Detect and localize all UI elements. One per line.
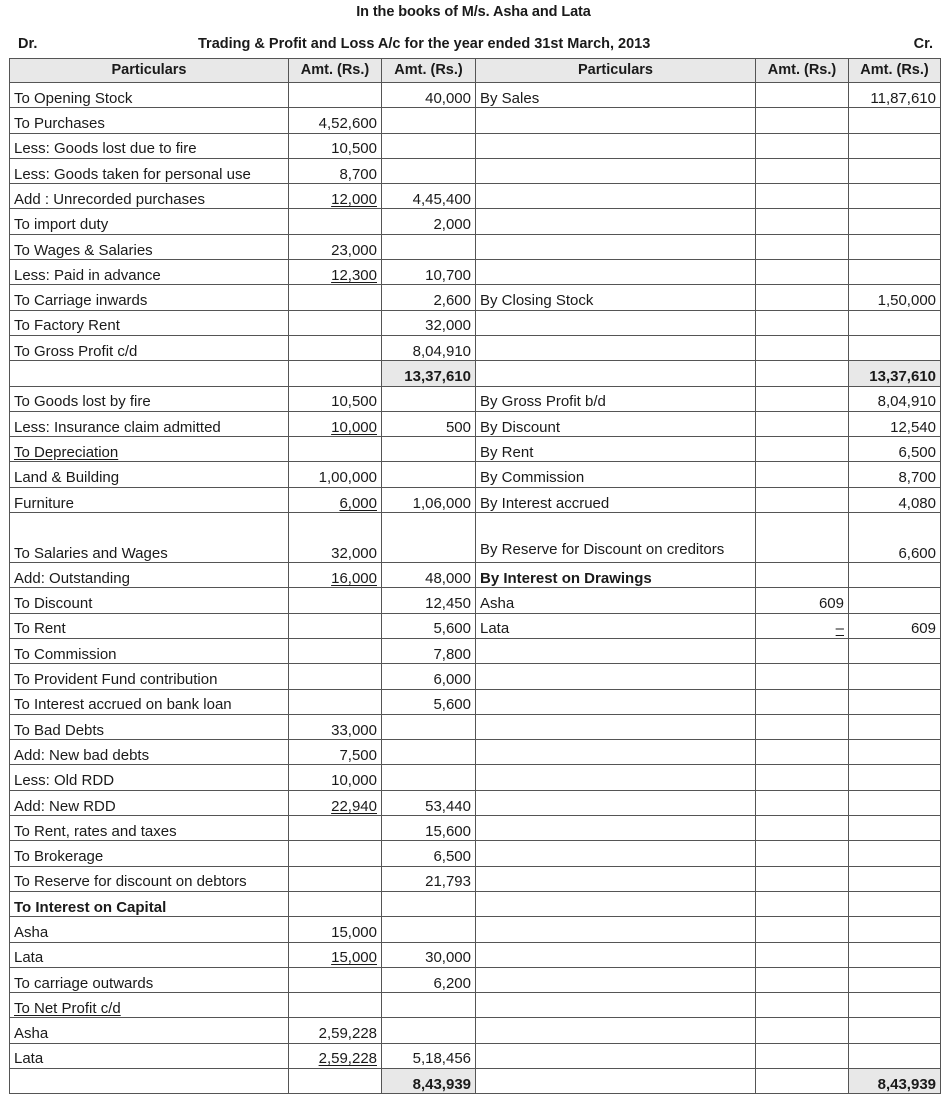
cr-particulars: By Closing Stock: [476, 285, 756, 310]
dr-amt2: [382, 133, 476, 158]
table-row: [10, 664, 941, 689]
dr-amt1: [289, 866, 382, 891]
underlined-amount: –: [835, 620, 844, 638]
dr-amt1: [289, 942, 382, 967]
cr-amt1: [756, 1018, 849, 1043]
dr-particulars: Lata: [10, 1043, 289, 1068]
dr-amt1: [289, 563, 382, 588]
table-row: [10, 689, 941, 714]
cr-particulars: [476, 714, 756, 739]
table-row: [10, 158, 941, 183]
cr-amt1: [756, 891, 849, 916]
cr-amt1: [756, 83, 849, 108]
dr-amt2: 2,600: [382, 285, 476, 310]
dr-amt2: 500: [382, 411, 476, 436]
cr-amt2: 8,04,910: [849, 386, 941, 411]
cr-amt1: [756, 714, 849, 739]
col-header-dr-amt2: Amt. (Rs.): [382, 59, 476, 83]
cr-amt1: [756, 386, 849, 411]
table-row: [10, 184, 941, 209]
cr-amt1: [756, 335, 849, 360]
dr-amt1: [289, 361, 382, 386]
underlined-amount: 16,000: [331, 569, 377, 587]
dr-amt1: [289, 83, 382, 108]
dr-particulars: Add: New bad debts: [10, 740, 289, 765]
cr-amt1: [756, 209, 849, 234]
cr-particulars: Asha: [476, 588, 756, 613]
dr-amt1: [289, 613, 382, 638]
cr-amt2: [849, 942, 941, 967]
cr-amt1: [756, 234, 849, 259]
col-header-dr-particulars: Particulars: [10, 59, 289, 83]
table-row: [10, 487, 941, 512]
underlined-amount: 15,000: [331, 949, 377, 967]
cr-amt2: [849, 1043, 941, 1068]
dr-amt2: 7,800: [382, 638, 476, 663]
dr-amt1: [289, 967, 382, 992]
dr-amt2: 12,450: [382, 588, 476, 613]
dr-amt2: 4,45,400: [382, 184, 476, 209]
dr-amt2: 8,04,910: [382, 335, 476, 360]
cr-amt2: [849, 967, 941, 992]
dr-particulars: To Commission: [10, 638, 289, 663]
cr-amt1: [756, 638, 849, 663]
cr-particulars: [476, 1068, 756, 1093]
dr-amt2: 6,500: [382, 841, 476, 866]
dr-amt1: 15,000: [289, 917, 382, 942]
table-row: [10, 234, 941, 259]
dr-particulars: To Provident Fund contribution: [10, 664, 289, 689]
dr-amt2: 48,000: [382, 563, 476, 588]
dr-amt1: [289, 841, 382, 866]
pl-total-row: [10, 1068, 941, 1093]
dr-amt2: [382, 108, 476, 133]
dr-particulars: [10, 1068, 289, 1093]
cr-particulars: [476, 1018, 756, 1043]
dr-amt2: 21,793: [382, 866, 476, 891]
dr-particulars: [10, 993, 289, 1018]
trading-pl-account-table: [9, 58, 941, 1094]
cr-particulars: [476, 158, 756, 183]
dr-amt2: 1,06,000: [382, 487, 476, 512]
dr-amt2: 40,000: [382, 83, 476, 108]
dr-particulars: To Purchases: [10, 108, 289, 133]
table-row: [10, 1018, 941, 1043]
table-header-row: [10, 59, 941, 83]
table-row: [10, 1043, 941, 1068]
cr-amt2: [849, 841, 941, 866]
cr-amt1: [756, 993, 849, 1018]
table-row: [10, 790, 941, 815]
cr-particulars: [476, 993, 756, 1018]
dr-particulars: To Bad Debts: [10, 714, 289, 739]
cr-amt1: [756, 841, 849, 866]
cr-amt1: [756, 816, 849, 841]
cr-amt1: [756, 1043, 849, 1068]
cr-particulars: [476, 234, 756, 259]
dr-amt2: 10,700: [382, 260, 476, 285]
dr-amt2: [382, 891, 476, 916]
cr-particulars: By Gross Profit b/d: [476, 386, 756, 411]
cr-amt2: [849, 588, 941, 613]
table-row: [10, 513, 941, 563]
cr-particulars: [476, 184, 756, 209]
cr-amt2: [849, 209, 941, 234]
dr-amt1: [289, 1043, 382, 1068]
dr-particulars: Add : Unrecorded purchases: [10, 184, 289, 209]
table-row: [10, 310, 941, 335]
cr-amt2: [849, 740, 941, 765]
cr-amt1: [756, 866, 849, 891]
cr-particulars: [476, 335, 756, 360]
cr-amt2: [849, 993, 941, 1018]
cr-particulars: [476, 816, 756, 841]
cr-amt1: [756, 613, 849, 638]
cr-amt2: [849, 563, 941, 588]
dr-amt1: 10,500: [289, 133, 382, 158]
table-row: [10, 714, 941, 739]
dr-amt1: 2,59,228: [289, 1018, 382, 1043]
credit-label: Cr.: [913, 36, 933, 52]
table-row: [10, 335, 941, 360]
dr-amt2: [382, 234, 476, 259]
cr-particulars: [476, 310, 756, 335]
cr-particulars: By Reserve for Discount on creditors: [476, 513, 756, 563]
table-row: [10, 740, 941, 765]
cr-amt2: [849, 158, 941, 183]
cr-amt2: [849, 765, 941, 790]
dr-particulars: Asha: [10, 917, 289, 942]
cr-particulars: [476, 209, 756, 234]
cr-amt2: [849, 184, 941, 209]
dr-amt1: [289, 638, 382, 663]
table-row: [10, 285, 941, 310]
cr-amt1: [756, 158, 849, 183]
dr-particulars: Land & Building: [10, 462, 289, 487]
dr-amt1: 7,500: [289, 740, 382, 765]
dr-trading-total: 13,37,610: [382, 361, 476, 386]
table-row: [10, 638, 941, 663]
section-heading: To Net Profit c/d: [14, 999, 121, 1017]
dr-amt2: [382, 437, 476, 462]
cr-amt1: [756, 285, 849, 310]
cr-particulars: [476, 765, 756, 790]
dr-amt2: [382, 386, 476, 411]
cr-particulars: [476, 891, 756, 916]
cr-amt1: [756, 689, 849, 714]
dr-particulars: Add: Outstanding: [10, 563, 289, 588]
dr-amt1: [289, 816, 382, 841]
dr-particulars: To Goods lost by fire: [10, 386, 289, 411]
dr-amt2: [382, 513, 476, 563]
dr-amt1: 4,52,600: [289, 108, 382, 133]
dr-amt1: [289, 209, 382, 234]
dr-amt1: 1,00,000: [289, 462, 382, 487]
table-row: [10, 83, 941, 108]
col-header-cr-amt1: Amt. (Rs.): [756, 59, 849, 83]
cr-amt2: 1,50,000: [849, 285, 941, 310]
underlined-amount: 10,000: [331, 418, 377, 436]
cr-section-heading: By Interest on Drawings: [476, 563, 756, 588]
cr-amt2: 6,500: [849, 437, 941, 462]
dr-particulars: To Interest accrued on bank loan: [10, 689, 289, 714]
dr-particulars: Furniture: [10, 487, 289, 512]
dr-particulars: To Opening Stock: [10, 83, 289, 108]
dr-amt2: [382, 714, 476, 739]
underlined-amount: 12,000: [331, 190, 377, 208]
dr-amt2: 30,000: [382, 942, 476, 967]
table-row: [10, 411, 941, 436]
dr-particulars: To import duty: [10, 209, 289, 234]
dr-particulars: To Brokerage: [10, 841, 289, 866]
account-title: Trading & Profit and Loss A/c for the year ended 31st March, 2013: [198, 36, 651, 52]
cr-particulars: [476, 967, 756, 992]
dr-amt2: [382, 158, 476, 183]
dr-particulars: Less: Insurance claim admitted: [10, 411, 289, 436]
table-row: [10, 917, 941, 942]
cr-trading-total: 13,37,610: [849, 361, 941, 386]
cr-amt1: [756, 462, 849, 487]
dr-amt2: [382, 765, 476, 790]
cr-amt1: [756, 1068, 849, 1093]
dr-amt1: [289, 310, 382, 335]
table-row: [10, 891, 941, 916]
cr-amt2: [849, 664, 941, 689]
cr-amt1: [756, 664, 849, 689]
cr-amt2: [849, 714, 941, 739]
cr-amt1: [756, 942, 849, 967]
cr-particulars: [476, 638, 756, 663]
dr-amt2: 6,000: [382, 664, 476, 689]
table-row: [10, 133, 941, 158]
dr-amt1: 8,700: [289, 158, 382, 183]
dr-amt1: [289, 411, 382, 436]
cr-amt1: [756, 108, 849, 133]
cr-amt2: 12,540: [849, 411, 941, 436]
cr-pl-total: 8,43,939: [849, 1068, 941, 1093]
dr-particulars: Less: Goods lost due to fire: [10, 133, 289, 158]
cr-amt1: [756, 133, 849, 158]
table-row: [10, 260, 941, 285]
cr-particulars: By Interest accrued: [476, 487, 756, 512]
dr-amt2: [382, 993, 476, 1018]
cr-amt1: [756, 310, 849, 335]
cr-particulars: By Discount: [476, 411, 756, 436]
page-title: In the books of M/s. Asha and Lata: [356, 4, 591, 20]
dr-amt1: [289, 487, 382, 512]
dr-amt1: 33,000: [289, 714, 382, 739]
table-row: [10, 209, 941, 234]
cr-amt1: [756, 790, 849, 815]
cr-amt2: 6,600: [849, 513, 941, 563]
cr-particulars: [476, 841, 756, 866]
table-row: [10, 437, 941, 462]
account-heading: [0, 36, 947, 56]
cr-amt2: [849, 917, 941, 942]
cr-particulars: [476, 917, 756, 942]
cr-amt1: [756, 765, 849, 790]
cr-particulars: [476, 1043, 756, 1068]
cr-particulars: [476, 664, 756, 689]
cr-amt1: [756, 917, 849, 942]
dr-amt1: [289, 1068, 382, 1093]
cr-amt1: [756, 184, 849, 209]
col-header-cr-amt2: Amt. (Rs.): [849, 59, 941, 83]
dr-particulars: To Rent, rates and taxes: [10, 816, 289, 841]
dr-amt2: 6,200: [382, 967, 476, 992]
cr-particulars: [476, 790, 756, 815]
cr-amt2: [849, 689, 941, 714]
dr-particulars: Lata: [10, 942, 289, 967]
dr-particulars: To Discount: [10, 588, 289, 613]
col-header-cr-particulars: Particulars: [476, 59, 756, 83]
cr-particulars: [476, 740, 756, 765]
dr-particulars: [10, 437, 289, 462]
dr-amt2: 5,600: [382, 689, 476, 714]
cr-amt1: [756, 437, 849, 462]
dr-amt2: 5,18,456: [382, 1043, 476, 1068]
cr-particulars: By Sales: [476, 83, 756, 108]
cr-particulars: [476, 108, 756, 133]
cr-amt1: [756, 740, 849, 765]
dr-section-heading: To Interest on Capital: [10, 891, 289, 916]
dr-particulars: To Salaries and Wages: [10, 513, 289, 563]
dr-particulars: To Rent: [10, 613, 289, 638]
cr-amt2: [849, 1018, 941, 1043]
cr-amt1: 609: [756, 588, 849, 613]
dr-amt1: [289, 689, 382, 714]
dr-amt2: [382, 1018, 476, 1043]
cr-amt2: [849, 234, 941, 259]
table-row: [10, 462, 941, 487]
table-row: [10, 841, 941, 866]
underlined-amount: 2,59,228: [318, 1050, 377, 1068]
table-row: [10, 108, 941, 133]
dr-amt1: [289, 588, 382, 613]
dr-amt1: [289, 790, 382, 815]
dr-particulars: To carriage outwards: [10, 967, 289, 992]
underlined-amount: 12,300: [331, 266, 377, 284]
cr-particulars: [476, 689, 756, 714]
dr-amt1: [289, 437, 382, 462]
cr-amt2: [849, 108, 941, 133]
dr-amt2: 32,000: [382, 310, 476, 335]
dr-amt2: [382, 740, 476, 765]
dr-amt2: [382, 462, 476, 487]
trading-total-row: [10, 361, 941, 386]
cr-amt2: 4,080: [849, 487, 941, 512]
cr-amt2: 8,700: [849, 462, 941, 487]
cr-amt2: [849, 133, 941, 158]
dr-amt1: 32,000: [289, 513, 382, 563]
section-heading: To Depreciation: [14, 443, 119, 461]
cr-amt2: [849, 310, 941, 335]
underlined-amount: 6,000: [339, 494, 377, 512]
dr-amt1: [289, 891, 382, 916]
cr-particulars: [476, 361, 756, 386]
dr-amt1: [289, 260, 382, 285]
table-row: [10, 563, 941, 588]
cr-amt2: [849, 866, 941, 891]
dr-amt1: 23,000: [289, 234, 382, 259]
dr-amt2: [382, 917, 476, 942]
dr-particulars: Less: Goods taken for personal use: [10, 158, 289, 183]
cr-particulars: [476, 866, 756, 891]
cr-amt2: [849, 790, 941, 815]
cr-particulars: [476, 133, 756, 158]
dr-particulars: Less: Old RDD: [10, 765, 289, 790]
cr-particulars: By Commission: [476, 462, 756, 487]
underlined-amount: 22,940: [331, 797, 377, 815]
dr-amt1: [289, 993, 382, 1018]
dr-amt1: [289, 184, 382, 209]
dr-particulars: To Gross Profit c/d: [10, 335, 289, 360]
cr-amt2: 609: [849, 613, 941, 638]
dr-amt2: 15,600: [382, 816, 476, 841]
cr-particulars: [476, 942, 756, 967]
table-row: [10, 866, 941, 891]
debit-label: Dr.: [18, 36, 38, 52]
col-header-dr-amt1: Amt. (Rs.): [289, 59, 382, 83]
cr-amt2: [849, 891, 941, 916]
cr-amt1: [756, 260, 849, 285]
dr-particulars: To Carriage inwards: [10, 285, 289, 310]
table-row: [10, 613, 941, 638]
dr-amt1: [289, 335, 382, 360]
table-row: [10, 967, 941, 992]
cr-amt1: [756, 411, 849, 436]
dr-pl-total: 8,43,939: [382, 1068, 476, 1093]
cr-amt2: [849, 638, 941, 663]
table-row: [10, 816, 941, 841]
dr-amt1: 10,500: [289, 386, 382, 411]
table-row: [10, 386, 941, 411]
dr-particulars: Less: Paid in advance: [10, 260, 289, 285]
dr-amt2: 5,600: [382, 613, 476, 638]
dr-particulars: Add: New RDD: [10, 790, 289, 815]
cr-particulars: Lata: [476, 613, 756, 638]
cr-amt1: [756, 563, 849, 588]
dr-amt2: 53,440: [382, 790, 476, 815]
dr-amt1: 10,000: [289, 765, 382, 790]
dr-particulars: [10, 361, 289, 386]
cr-particulars: By Rent: [476, 437, 756, 462]
cr-amt1: [756, 513, 849, 563]
cr-amt2: [849, 260, 941, 285]
dr-particulars: To Factory Rent: [10, 310, 289, 335]
cr-amt2: 11,87,610: [849, 83, 941, 108]
cr-amt2: [849, 335, 941, 360]
cr-amt1: [756, 361, 849, 386]
cr-amt2: [849, 816, 941, 841]
cr-amt1: [756, 967, 849, 992]
dr-amt1: [289, 285, 382, 310]
cr-amt1: [756, 487, 849, 512]
table-row: [10, 993, 941, 1018]
table-row: [10, 942, 941, 967]
dr-particulars: To Reserve for discount on debtors: [10, 866, 289, 891]
dr-amt2: 2,000: [382, 209, 476, 234]
table-row: [10, 765, 941, 790]
table-row: [10, 588, 941, 613]
dr-particulars: Asha: [10, 1018, 289, 1043]
dr-particulars: To Wages & Salaries: [10, 234, 289, 259]
dr-amt1: [289, 664, 382, 689]
cr-particulars: [476, 260, 756, 285]
